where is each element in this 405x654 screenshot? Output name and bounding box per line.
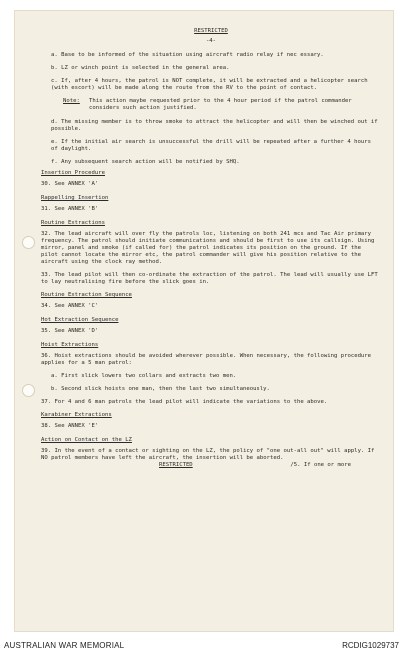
para-31: 31. See ANNEX 'B' [41, 206, 99, 212]
heading-insertion: Insertion Procedure [41, 170, 105, 176]
para-33: 33. The lead pilot will then co-ordinate the extraction of the patrol. The lead will usually use LFT to lay neutralising fire before the slick goes in. [41, 272, 378, 285]
punch-hole [22, 384, 35, 397]
page-end-line [41, 462, 381, 469]
heading-action-on-contact: Action on Contact on the LZ [41, 437, 132, 443]
item-b: b. LZ or winch point is selected in the general area. [51, 65, 230, 71]
para-36a: a. First slick lowers two collars and extracts two men. [51, 373, 237, 379]
heading-routine-extractions: Routine Extractions [41, 220, 105, 226]
classification-header: RESTRICTED [194, 28, 228, 34]
para-30: 30. See ANNEX 'A' [41, 181, 99, 187]
para-36b: b. Second slick hoists one man, then the last two simultaneously. [51, 386, 270, 392]
para-37: 37. For 4 and 6 man patrols the lead pilot will indicate the variations to the above. [41, 399, 328, 405]
footer-classification: RESTRICTED [159, 462, 193, 468]
punch-hole [22, 236, 35, 249]
document-text [41, 28, 381, 469]
heading-routine-sequence: Routine Extraction Sequence [41, 292, 132, 298]
para-35: 35. See ANNEX 'D' [41, 328, 99, 334]
item-c: c. If, after 4 hours, the patrol is NOT complete, it will be extracted and a helicopter search (with escort) will be made along the route from the RV to the point of contact. [51, 78, 368, 91]
para-32: 32. The lead aircraft will over fly the patrols loc, listening on both 241 mcs and Tac Air primary frequency. The patrol should initiate communications and should be first to use its callsign. Using mirror, panel and smoke (if called for) the patrol indicates its position on the ground. If the pilot cannot locate the mirror etc, the patrol commander will give his position relative to the aircraft using the clock ray method. [41, 231, 375, 265]
heading-karabiner: Karabiner Extractions [41, 412, 112, 418]
note-block [63, 98, 381, 112]
para-38: 38. See ANNEX 'E' [41, 423, 99, 429]
item-e: e. If the initial air search is unsuccessful the drill will be repeated after a further 4 hours of daylight. [51, 139, 371, 152]
heading-hoist: Hoist Extractions [41, 342, 99, 348]
heading-hot-sequence: Hot Extraction Sequence [41, 317, 119, 323]
para-36: 36. Hoist extractions should be avoided wherever possible. When necessary, the following procedure applies for a 5 man patrol: [41, 353, 372, 366]
para-34: 34. See ANNEX 'C' [41, 303, 99, 309]
item-a: a. Base to be informed of the situation using aircraft radio relay if nec essary. [51, 52, 324, 58]
heading-rappelling: Rappelling Insertion [41, 195, 109, 201]
note-text: This action maybe requested prior to the 4 hour period if the patrol commander considers such action justified. [89, 98, 352, 111]
page-number: -4- [205, 38, 217, 44]
note-label: Note: [63, 98, 80, 104]
item-d: d. The missing member is to throw smoke to attract the helicopter and will then be winched out if possible. [51, 119, 378, 132]
archive-id: RCDIG1029737 [342, 641, 399, 650]
para-39: 39. In the event of a contact or sighting on the LZ, the policy of "one out-all out" will apply. If NO patrol members have left the aircraft, the insertion will be aborted. [41, 448, 375, 461]
continuation-text: /5. If one or more [290, 462, 351, 468]
archive-name: AUSTRALIAN WAR MEMORIAL [4, 641, 125, 650]
item-f: f. Any subsequent search action will be notified by SHQ. [51, 159, 240, 165]
archive-footer [0, 637, 405, 654]
